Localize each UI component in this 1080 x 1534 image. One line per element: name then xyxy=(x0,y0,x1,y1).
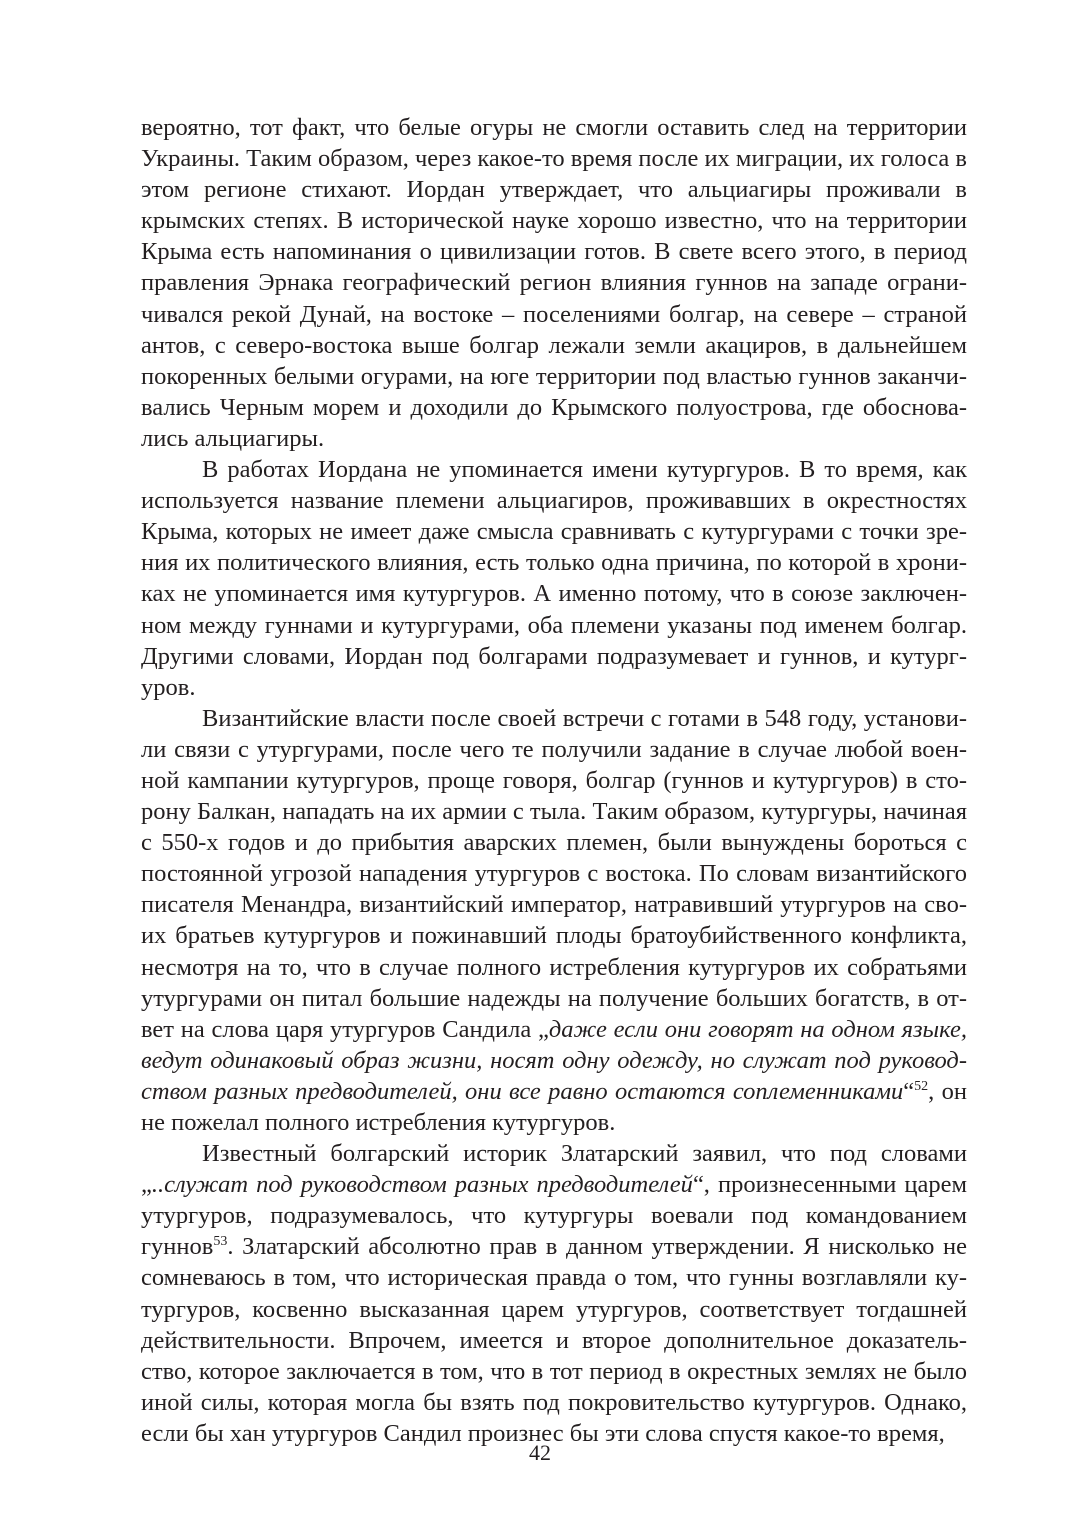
body-text xyxy=(141,112,967,1449)
paragraph-3-text: Византийские власти после своей встречи с готами в 548 году, установили связи с утургурами, после чего те получили задание в случае любой военной кампании кутургуров, проще говоря, болгар (гуннов и кутургуров) в сторону Балкан, нападать на их армии с тыла. Таким образом, кутургуры, начиная с 550-х годов и до прибытия аварских племен, были вынуждены бороться с постоянной угрозой нападения утургуров с востока. По словам византийского писателя Менандра, византийский император, натравивший утургуров на своих братьев кутургуров и пожинавший плоды братоубийственного конфликта, несмотря на то, что в случае полного истребления кутургуров их собратьями утургурами он питал большие надежды на получение больших богатств, в ответ на слова царя утургуров Сандила „ xyxy=(141,704,967,1043)
menander-quote: даже если они говорят на одном языке, ведут одинаковый образ жизни, носят одну одежду, но служат под руководством разных предводителей, они все равно остаются соплеменниками xyxy=(141,1015,967,1105)
paragraph-4-rest: . Златарский абсолютно прав в данном утверждении. Я нисколько не сомневаюсь в том, что историческая правда о том, что гунны возглавляли кутургуров, косвенно высказанная царем утургуров, соответствует тогдашней действительности. Впрочем, имеется и второе дополнительное доказательство, которое заключается в том, что в тот период в окрестных землях не было иной силы, которая могла бы взять под покровительство кутургуров. Однако, если бы хан утургуров Сандил произнес бы эти слова спустя какое-то время, xyxy=(141,1233,967,1447)
paragraph-3-end: , он не пожелал полного истребления кутургуров. xyxy=(141,1077,967,1136)
zlatarsky-quote: ..служат под руководством разных предводителей xyxy=(151,1171,693,1199)
page-number: 42 xyxy=(529,1440,551,1465)
paragraph-4-middle: “, произнесенными царем утургуров, подразумевалось, что кутургуры воевали под командованием гуннов xyxy=(141,1171,967,1261)
paragraph-1: вероятно, тот факт, что белые огуры не смогли оставить след на территории Украины. Таким образом, через какое-то время после их миграции, их голоса в этом регионе стихают. Иордан утверждает, что альциагиры проживали в крымских степях. В исторической науке хорошо известно, что на территории Крыма есть напоминания о цивилизации готов. В свете всего этого, в период правления Эрнака географический регион влияния гуннов на западе ограничивался рекой Дунай, на востоке – поселениями болгар, на севере – страной антов, с северо-востока выше болгар лежали земли акациров, в дальнейшем покоренных белыми огурами, на юге территории под властью гуннов заканчивались Черным морем и доходили до Крымского полуострова, где обосновались альциагиры. xyxy=(141,114,967,452)
quote-close-mark: “ xyxy=(903,1077,915,1105)
footnote-marker-53: 53 xyxy=(213,1234,228,1250)
paragraph-4-start: Известный болгарский историк Златарский заявил, что под словами „ xyxy=(141,1140,967,1199)
paragraph-4 xyxy=(141,1138,967,1449)
footnote-marker-52: 52 xyxy=(914,1078,929,1094)
paragraph-2: В работах Иордана не упоминается имени кутургуров. В то время, как используется название племени альциагиров, проживавших в окрестностях Крыма, которых не имеет даже смысла сравнивать с кутургурами с точки зрения их политического влияния, есть только одна причина, по которой в хрониках не упоминается имя кутургуров. А именно потому, что в союзе заключенном между гуннами и кутургурами, оба племени указаны под именем болгар. Другими словами, Иордан под болгарами подразумевает и гуннов, и кутургуров. xyxy=(141,456,967,701)
paragraph-3 xyxy=(141,703,967,1138)
